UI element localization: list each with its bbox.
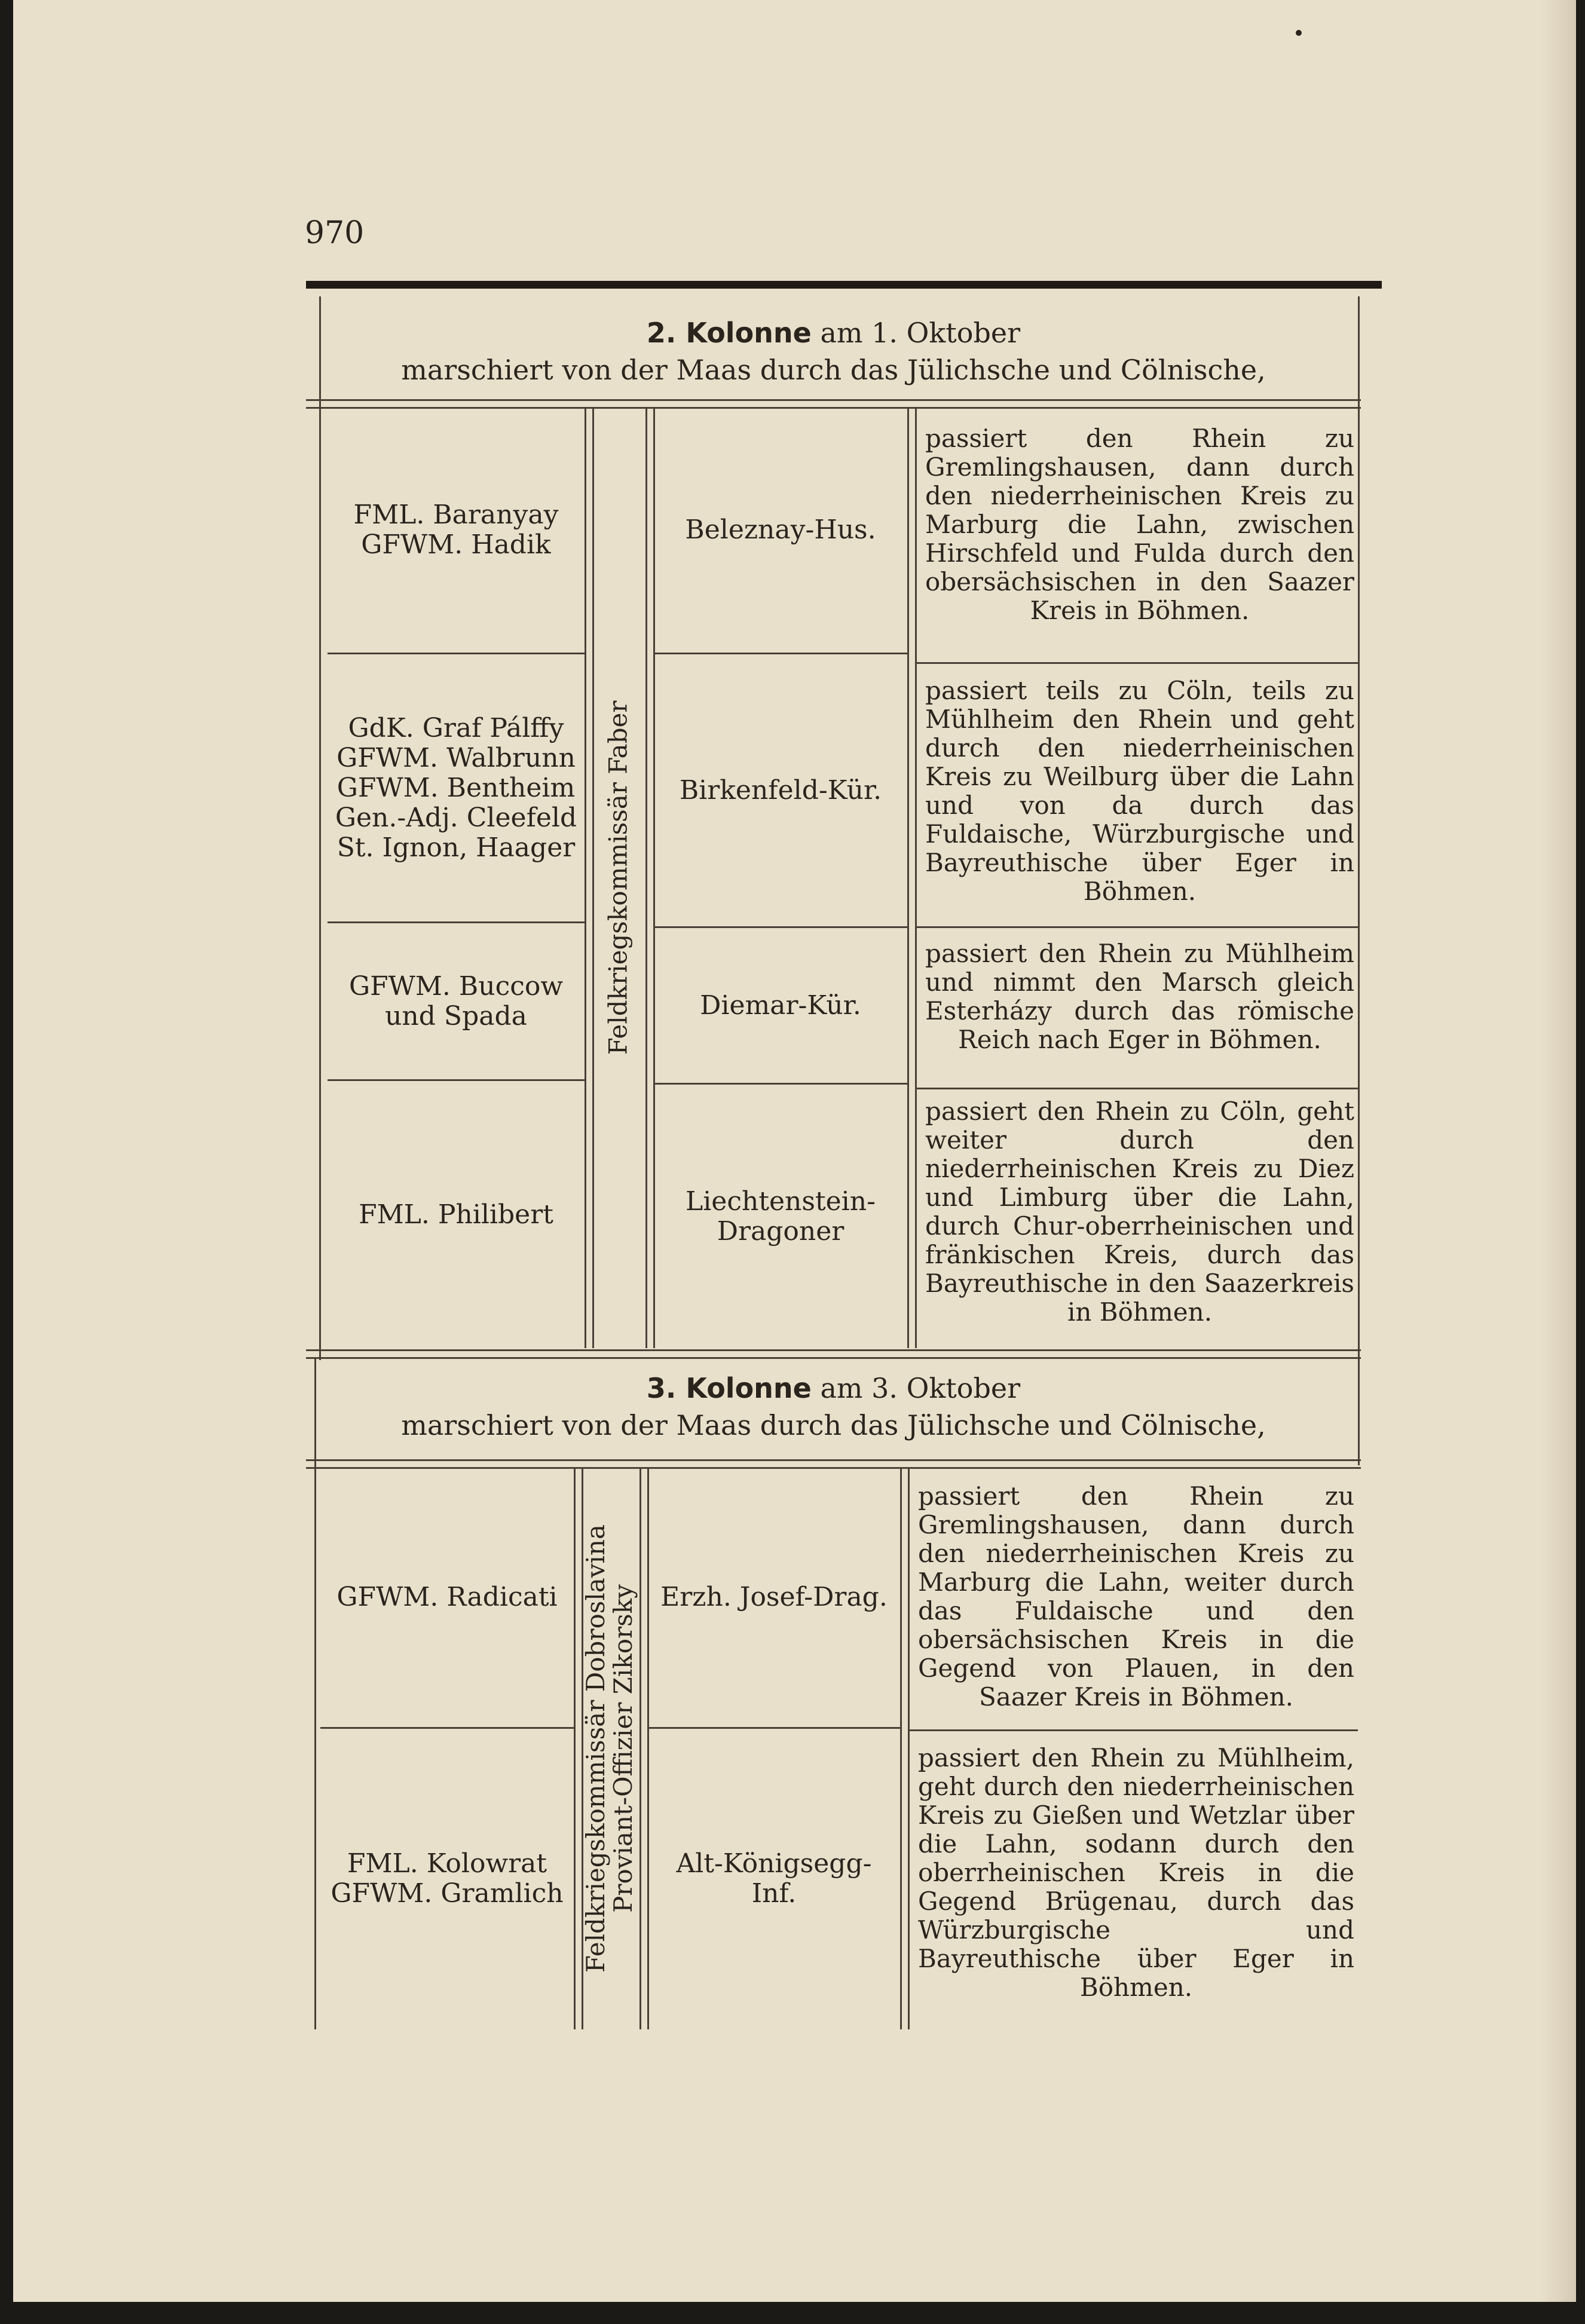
march-table [306, 296, 1361, 2029]
commander: GFWM. Bentheim [336, 773, 576, 803]
row-divider [654, 926, 907, 928]
commissary-column [580, 1468, 639, 2029]
commander: GFWM. Gramlich [331, 1878, 564, 1909]
kolonne-2-subtitle: marschiert von der Maas durch das Jülichsche und Cölnische, [401, 354, 1266, 386]
commanders-cell [328, 655, 585, 921]
commissary-label: Feldkriegskommissär Faber [603, 700, 633, 1055]
row-divider [328, 921, 585, 923]
commander: GFWM. Walbrunn [336, 743, 576, 773]
kolonne-3-heading [306, 1370, 1361, 1444]
kolonne-3-date: am 3. Oktober [820, 1372, 1021, 1404]
kolonne-2-heading [306, 314, 1361, 388]
row-divider [320, 1727, 574, 1729]
regiment-cell: Diemar-Kür. [700, 990, 861, 1021]
table-right-border [1358, 296, 1360, 1360]
kolonne-2-section [306, 296, 1361, 1360]
route-cell: passiert den Rhein zu Mühlheim und nimmt den Marsch gleich Esterházy durch das römische Reich nach Eger in Böhmen. [925, 939, 1354, 1054]
commander: St. Ignon, Haager [336, 832, 576, 863]
commander: FML. Baranyay [353, 500, 559, 530]
header-rule [306, 281, 1382, 289]
kolonne-2-date: am 1. Oktober [820, 317, 1021, 349]
row-divider [654, 1083, 907, 1085]
ink-speck [1296, 30, 1302, 36]
commanders-cell [320, 1729, 574, 2028]
regiment-cell: Alt-Königsegg-Inf. [676, 1848, 872, 1909]
route-cell: passiert den Rhein zu Mühlheim, geht durch den niederrheinischen Kreis zu Gießen und Wetzlar über die Lahn, sodann durch den oberrheinischen Kreis in die Gegend Brügenau, durch das Würzburgische und Bayreuthische über Eger in Böhmen. [918, 1743, 1354, 2002]
regiment-cell: Beleznay-Hus. [685, 515, 876, 545]
route-cell: passiert den Rhein zu Gremlingshausen, dann durch den niederrheinischen Kreis zu Marburg die Lahn, zwischen Hirschfeld und Fulda durch den obersächsischen in den Saazer Kreis in Böhmen. [925, 424, 1354, 625]
row-divider [908, 1729, 1358, 1731]
row-divider [654, 653, 907, 654]
proviant-officer-label: Proviant-Offizier Zikorsky [608, 1584, 638, 1913]
page-number: 970 [305, 215, 365, 251]
table-left-border [319, 296, 321, 1360]
commanders-cell [320, 1468, 574, 1727]
commissary-label: Feldkriegskommissär Dobroslavina [581, 1524, 610, 1973]
row-divider [648, 1727, 900, 1729]
route-cell: passiert teils zu Cöln, teils zu Mühlheim den Rhein und geht durch den niederrheinischen Kreis zu Weilburg über die Lahn und von da durch das Fuldaische, Würzburgische und Bayreuthische über Eger in Böhmen. [925, 676, 1354, 906]
table-left-border [314, 1358, 316, 2029]
commander: FML. Kolowrat [347, 1848, 547, 1879]
row-divider [916, 1088, 1358, 1089]
row-divider [328, 653, 585, 654]
regiment-cell: Liechtenstein-Dragoner [686, 1186, 876, 1247]
row-divider [328, 1079, 585, 1081]
commander: FML. Philibert [359, 1199, 553, 1230]
route-cell: passiert den Rhein zu Gremlingshausen, dann durch den niederrheinischen Kreis zu Marburg die Lahn, weiter durch das Fuldaische und den obersächsischen Kreis in die Gegend von Plauen, in den Saazer Kreis in Böhmen. [918, 1481, 1354, 1711]
commanders-cell [328, 924, 585, 1079]
commanders-cell [328, 408, 585, 653]
commander: und Spada [385, 1001, 527, 1031]
kolonne-3-subtitle: marschiert von der Maas durch das Jülichsche und Cölnische, [401, 1409, 1266, 1441]
commander: Gen.-Adj. Cleefeld [335, 803, 577, 833]
kolonne-3-section [306, 1358, 1361, 2029]
row-divider [916, 926, 1358, 928]
kolonne-2-title: 2. Kolonne [646, 317, 812, 349]
commander: GFWM. Hadik [361, 529, 551, 560]
route-cell: passiert den Rhein zu Cöln, geht weiter durch den niederrheinischen Kreis zu Diez und Limburg über die Lahn, durch Chur-oberrheinischen und fränkischen Kreis, durch das Bayreuthische in den Saazerkreis in Böhmen. [925, 1097, 1354, 1327]
page-edge-shadow [1540, 0, 1576, 2302]
commander: GdK. Graf Pálffy [348, 713, 564, 743]
commander: GFWM. Buccow [348, 971, 564, 1002]
regiment-cell: Erzh. Josef-Drag. [660, 1582, 888, 1612]
regiment-cell: Birkenfeld-Kür. [679, 775, 882, 806]
kolonne-3-title: 3. Kolonne [646, 1372, 812, 1404]
commanders-cell [328, 1082, 585, 1348]
row-divider [916, 662, 1358, 664]
commander: GFWM. Radicati [336, 1582, 558, 1612]
commissary-column [590, 408, 645, 1348]
